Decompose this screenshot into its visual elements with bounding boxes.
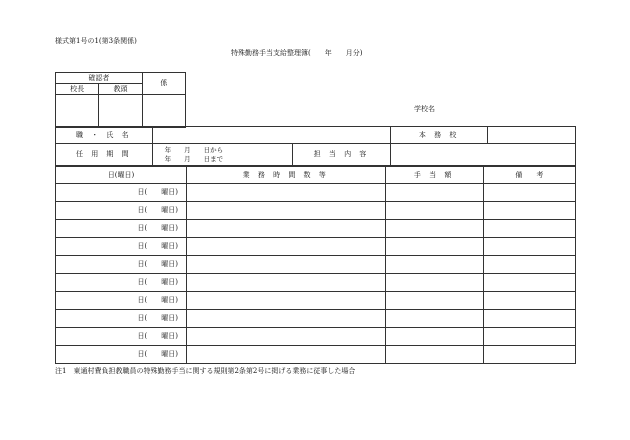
- row-remarks[interactable]: [483, 202, 575, 220]
- row-date: 日( 曜日): [56, 292, 187, 310]
- ledger-table: [55, 166, 576, 364]
- row-allowance[interactable]: [385, 220, 483, 238]
- row-remarks[interactable]: [483, 220, 575, 238]
- row-allowance[interactable]: [385, 346, 483, 364]
- term-to: 年 月 日まで: [164, 154, 224, 163]
- term-label: 任 用 期 間: [56, 144, 153, 166]
- table-row: [56, 220, 576, 238]
- row-date: 日( 曜日): [56, 184, 187, 202]
- approval-box: [55, 72, 186, 128]
- col-date: 日(曜日): [56, 167, 187, 184]
- clerk-stamp-cell: [142, 95, 185, 128]
- row-date: 日( 曜日): [56, 202, 187, 220]
- principal-stamp-cell: [56, 95, 99, 128]
- row-remarks[interactable]: [483, 292, 575, 310]
- table-row: [56, 184, 576, 202]
- row-date: 日( 曜日): [56, 238, 187, 256]
- form-number: 様式第1号の1(第3条関係): [55, 37, 137, 45]
- table-row: [56, 328, 576, 346]
- term-period[interactable]: [152, 144, 292, 166]
- row-allowance[interactable]: [385, 310, 483, 328]
- row-work-hours[interactable]: [186, 274, 385, 292]
- term-from: 年 月 日から: [164, 146, 224, 155]
- name-field[interactable]: [152, 127, 391, 144]
- row-work-hours[interactable]: [186, 220, 385, 238]
- row-allowance[interactable]: [385, 184, 483, 202]
- main-school-label: 本 務 校: [391, 127, 488, 144]
- footnote: 注1 東通村費負担教職員の特殊勤務手当に関する規則第2条第2号に掲げる業務に従事した場合: [55, 367, 356, 375]
- clerk-label: 係: [142, 73, 185, 95]
- table-row: [56, 202, 576, 220]
- row-allowance[interactable]: [385, 328, 483, 346]
- row-work-hours[interactable]: [186, 346, 385, 364]
- duty-label: 担 当 内 容: [292, 144, 391, 166]
- info-table: [55, 126, 576, 166]
- col-remarks: 備 考: [483, 167, 575, 184]
- row-work-hours[interactable]: [186, 256, 385, 274]
- row-remarks[interactable]: [483, 274, 575, 292]
- row-allowance[interactable]: [385, 238, 483, 256]
- row-remarks[interactable]: [483, 310, 575, 328]
- row-allowance[interactable]: [385, 202, 483, 220]
- table-row: [56, 292, 576, 310]
- main-school-field[interactable]: [488, 127, 576, 144]
- table-row: [56, 274, 576, 292]
- vice-principal-stamp-cell: [99, 95, 142, 128]
- col-work-hours: 業 務 時 間 数 等: [186, 167, 385, 184]
- table-row: [56, 256, 576, 274]
- row-remarks[interactable]: [483, 346, 575, 364]
- table-row: [56, 346, 576, 364]
- row-date: 日( 曜日): [56, 220, 187, 238]
- principal-label: 校長: [56, 84, 99, 95]
- col-allowance: 手 当 額: [385, 167, 483, 184]
- row-work-hours[interactable]: [186, 238, 385, 256]
- row-date: 日( 曜日): [56, 310, 187, 328]
- row-work-hours[interactable]: [186, 328, 385, 346]
- confirmer-label: 確認者: [56, 73, 143, 84]
- row-work-hours[interactable]: [186, 184, 385, 202]
- vice-principal-label: 教頭: [99, 84, 142, 95]
- name-label: 職 ・ 氏 名: [56, 127, 153, 144]
- row-remarks[interactable]: [483, 256, 575, 274]
- table-row: [56, 310, 576, 328]
- table-row: [56, 238, 576, 256]
- school-name-label: 学校名: [414, 105, 435, 113]
- row-remarks[interactable]: [483, 238, 575, 256]
- row-remarks[interactable]: [483, 184, 575, 202]
- row-work-hours[interactable]: [186, 310, 385, 328]
- row-remarks[interactable]: [483, 328, 575, 346]
- row-date: 日( 曜日): [56, 346, 187, 364]
- duty-field[interactable]: [391, 144, 576, 166]
- row-work-hours[interactable]: [186, 202, 385, 220]
- row-allowance[interactable]: [385, 292, 483, 310]
- row-date: 日( 曜日): [56, 256, 187, 274]
- row-date: 日( 曜日): [56, 328, 187, 346]
- row-date: 日( 曜日): [56, 274, 187, 292]
- row-allowance[interactable]: [385, 256, 483, 274]
- page-title: 特殊勤務手当支給整理簿( 年 月分): [231, 49, 363, 57]
- row-work-hours[interactable]: [186, 292, 385, 310]
- row-allowance[interactable]: [385, 274, 483, 292]
